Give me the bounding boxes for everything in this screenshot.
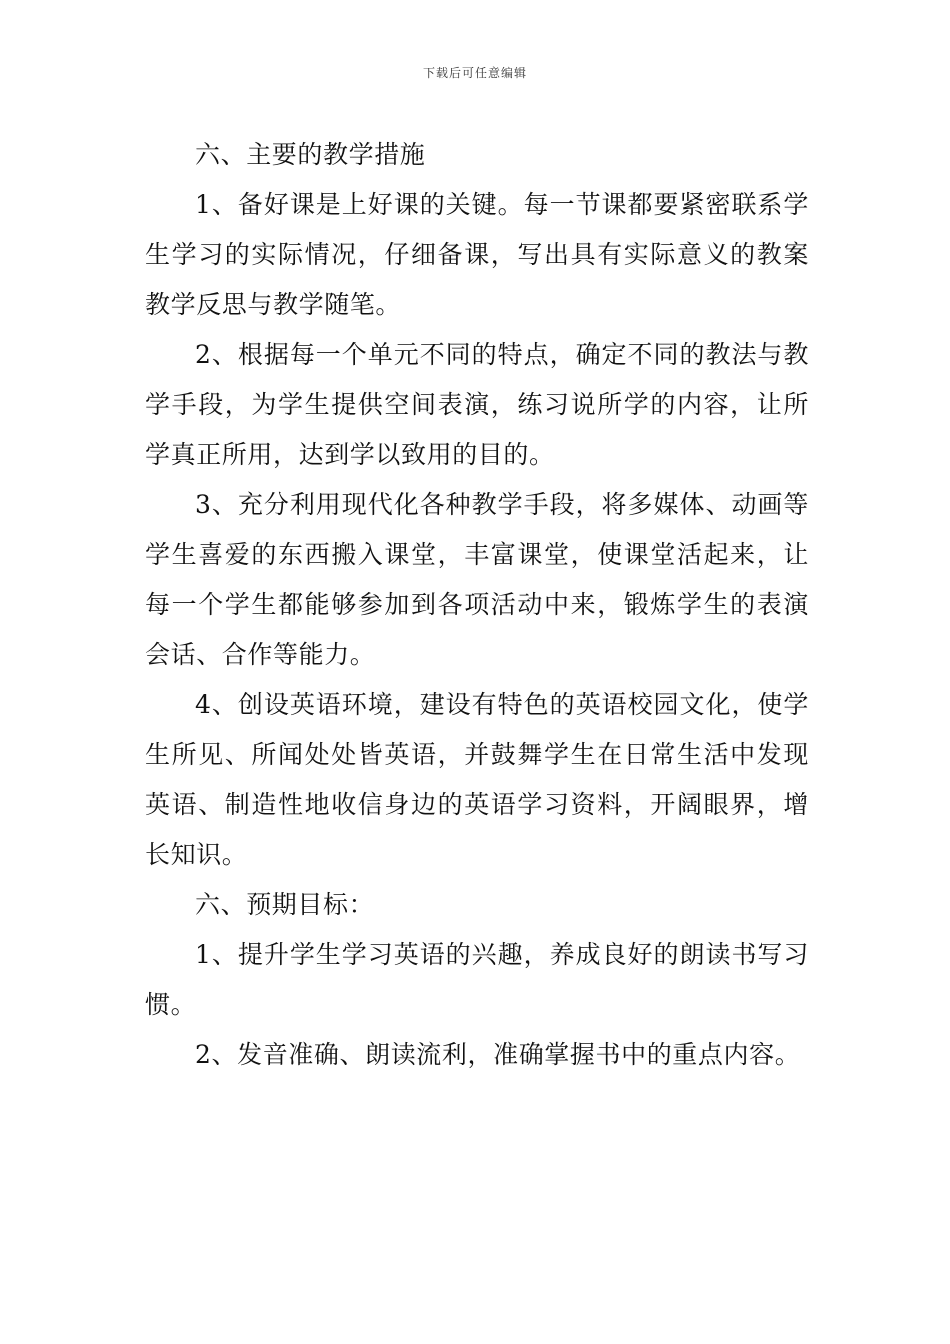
- section-heading-measures: 六、主要的教学措施: [195, 140, 426, 169]
- document-body: [145, 130, 809, 1080]
- paragraph-measure-2: 2、根据每一个单元不同的特点，确定不同的教法与教学手段，为学生提供空间表演，练习说所学的内容，让所学真正所用，达到学以致用的目的。: [145, 340, 809, 469]
- paragraph-measure-1: 1、备好课是上好课的关键。每一节课都要紧密联系学生学习的实际情况，仔细备课，写出具有实际意义的教案教学反思与教学随笔。: [145, 190, 809, 319]
- paragraph-goal-2: 2、发音准确、朗读流利，准确掌握书中的重点内容。: [195, 1040, 801, 1069]
- section-heading-goals: 六、预期目标：: [195, 890, 375, 919]
- paragraph-measure-3: 3、充分利用现代化各种教学手段，将多媒体、动画等学生喜爱的东西搬入课堂，丰富课堂，使课堂活起来，让每一个学生都能够参加到各项活动中来，锻炼学生的表演会话、合作等能力。: [145, 490, 809, 669]
- header-note: 下载后可任意编辑: [422, 66, 527, 80]
- paragraph-measure-4: 4、创设英语环境，建设有特色的英语校园文化，使学生所见、所闻处处皆英语，并鼓舞学生在日常生活中发现英语、制造性地收信身边的英语学习资料，开阔眼界，增长知识。: [145, 690, 809, 869]
- paragraph-goal-1: 1、提升学生学习英语的兴趣，养成良好的朗读书写习惯。: [145, 940, 809, 1019]
